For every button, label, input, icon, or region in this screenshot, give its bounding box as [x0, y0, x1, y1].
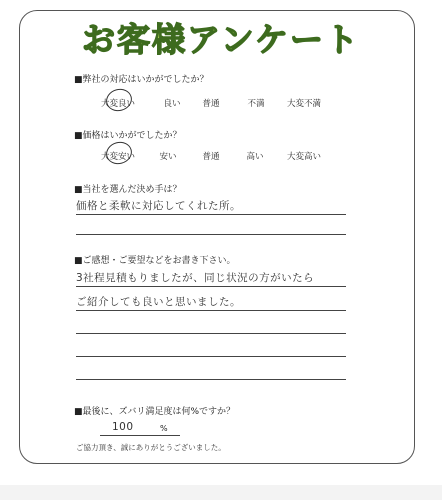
- question-comments: [74, 253, 236, 266]
- question-price-label: ■価格はいかがでしたか？: [74, 131, 182, 141]
- price-option-normal[interactable]: 普通: [202, 152, 220, 162]
- score-answer[interactable]: 100: [112, 421, 134, 433]
- question-score: [74, 404, 235, 417]
- question-price: [74, 128, 182, 141]
- answer-line: [76, 234, 346, 235]
- question-satisfaction-label: ■弊社の対応はいかがでしたか？: [74, 75, 209, 85]
- comment-line-1[interactable]: 3社程見積もりましたが、同じ状況の方がいたら: [76, 272, 315, 284]
- price-option-cheap[interactable]: 安い: [159, 152, 177, 162]
- comment-line-2[interactable]: ご紹介しても良いと思いました。: [76, 296, 241, 308]
- bottom-band: [0, 485, 442, 500]
- price-option-very-cheap[interactable]: 大変安い: [100, 152, 136, 162]
- score-unit: %: [160, 424, 168, 433]
- footer-thanks: ご協力頂き、誠にありがとうございました。: [76, 443, 226, 452]
- question-reason: [74, 182, 182, 195]
- answer-line: [76, 356, 346, 357]
- survey-title: お客様アンケート: [81, 20, 361, 59]
- answer-line: [76, 333, 346, 334]
- answer-line: [76, 310, 346, 311]
- satisfaction-option-very-good[interactable]: 大変良い: [100, 99, 136, 109]
- answer-line: [76, 286, 346, 287]
- question-score-label: ■最後に、ズバリ満足度は何%ですか？: [74, 407, 236, 417]
- answer-line: [76, 214, 346, 215]
- satisfaction-option-normal[interactable]: 普通: [202, 99, 220, 109]
- satisfaction-option-very-dissatisfied[interactable]: 大変不満: [286, 99, 322, 109]
- question-reason-label: ■当社を選んだ決め手は？: [74, 185, 182, 195]
- price-options: [0, 150, 442, 164]
- answer-line: [76, 379, 346, 380]
- price-option-very-expensive[interactable]: 大変高い: [286, 152, 322, 162]
- question-comments-label: ■ご感想・ご要望などをお書き下さい。: [74, 256, 236, 266]
- satisfaction-option-dissatisfied[interactable]: 不満: [247, 99, 265, 109]
- score-underline: [100, 435, 180, 436]
- price-option-expensive[interactable]: 高い: [246, 152, 264, 162]
- satisfaction-options: [0, 97, 442, 111]
- reason-answer[interactable]: 価格と柔軟に対応してくれた所。: [76, 200, 241, 212]
- satisfaction-option-good[interactable]: 良い: [163, 99, 181, 109]
- question-satisfaction: [74, 72, 209, 85]
